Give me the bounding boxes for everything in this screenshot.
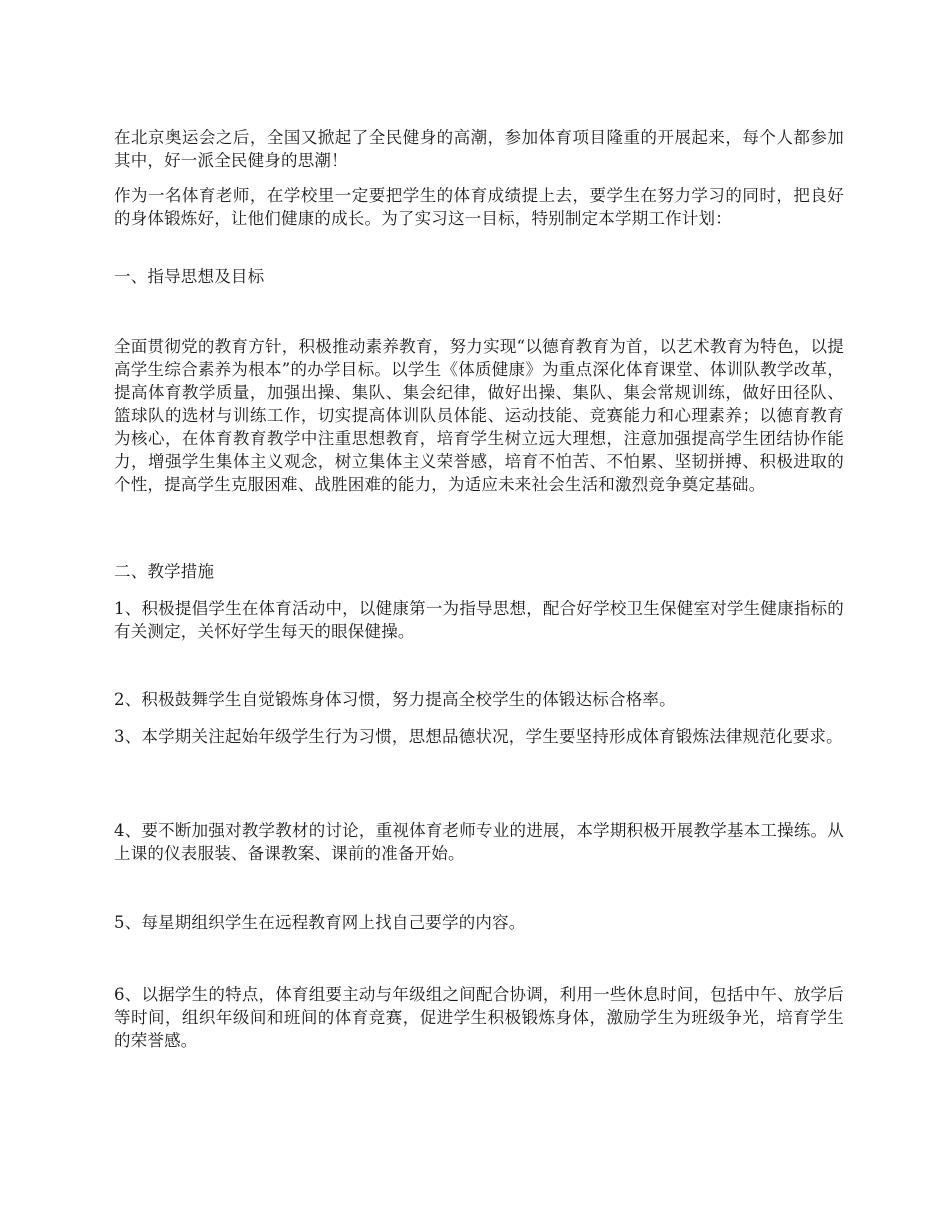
- measure-item-4: 4、要不断加强对教学教材的讨论，重视体育老师专业的进展，本学期积极开展教学基本工操练。从上课的仪表服装、备课教案、课前的准备开始。: [114, 821, 844, 863]
- measure-item-2: 2、积极鼓舞学生自觉锻炼身体习惯，努力提高全校学生的体锻达标合格率。: [114, 690, 676, 709]
- guiding-ideology-paragraph: 全面贯彻党的教育方针，积极推动素养教育，努力实现“以德育教育为首，以艺术教育为特色，以提高学生综合素养为根本”的办学目标。以学生《体质健康》为重点深化体育课堂、体训队教学改革，提高体育教学质量，加强出操、集队、集会纪律，做好出操、集队、集会常规训练，做好田径队、篮球队的选材与训练工作，切实提高体训队员体能、运动技能、竞赛能力和心理素养；以德育教育为核心，在体育教育教学中注重思想教育，培育学生树立远大理想，注意加强提高学生团结协作能力，增强学生集体主义观念，树立集体主义荣誉感，培育不怕苦、不怕累、坚韧拼搏、积极进取的个性，提高学生克服困难、战胜困难的能力，为适应未来社会生活和激烈竞争奠定基础。: [114, 337, 844, 494]
- purpose-paragraph: 作为一名体育老师，在学校里一定要把学生的体育成绩提上去，要学生在努力学习的同时，把良好的身体锻炼好，让他们健康的成长。为了实习这一目标，特别制定本学期工作计划：: [114, 186, 844, 228]
- measure-item-5: 5、每星期组织学生在远程教育网上找自己要学的内容。: [114, 913, 526, 932]
- measure-item-3: 3、本学期关注起始年级学生行为习惯，思想品德状况，学生要坚持形成体育锻炼法律规范化要求。: [114, 727, 843, 746]
- measure-item-6: 6、以据学生的特点，体育组要主动与年级组之间配合协调，利用一些休息时间，包括中午、放学后等时间，组织年级间和班间的体育竞赛，促进学生积极锻炼身体，激励学生为班级争光，培育学生的荣誉感。: [114, 985, 844, 1050]
- measure-item-1: 1、积极提倡学生在体育活动中，以健康第一为指导思想，配合好学校卫生保健室对学生健康指标的有关测定，关怀好学生每天的眼保健操。: [114, 599, 844, 641]
- section-heading-guiding-ideology: 一、指导思想及目标: [114, 267, 265, 286]
- intro-paragraph: 在北京奥运会之后，全国又掀起了全民健身的高潮，参加体育项目隆重的开展起来，每个人都参加其中，好一派全民健身的思潮！: [114, 128, 844, 170]
- section-heading-teaching-measures: 二、教学措施: [114, 562, 215, 581]
